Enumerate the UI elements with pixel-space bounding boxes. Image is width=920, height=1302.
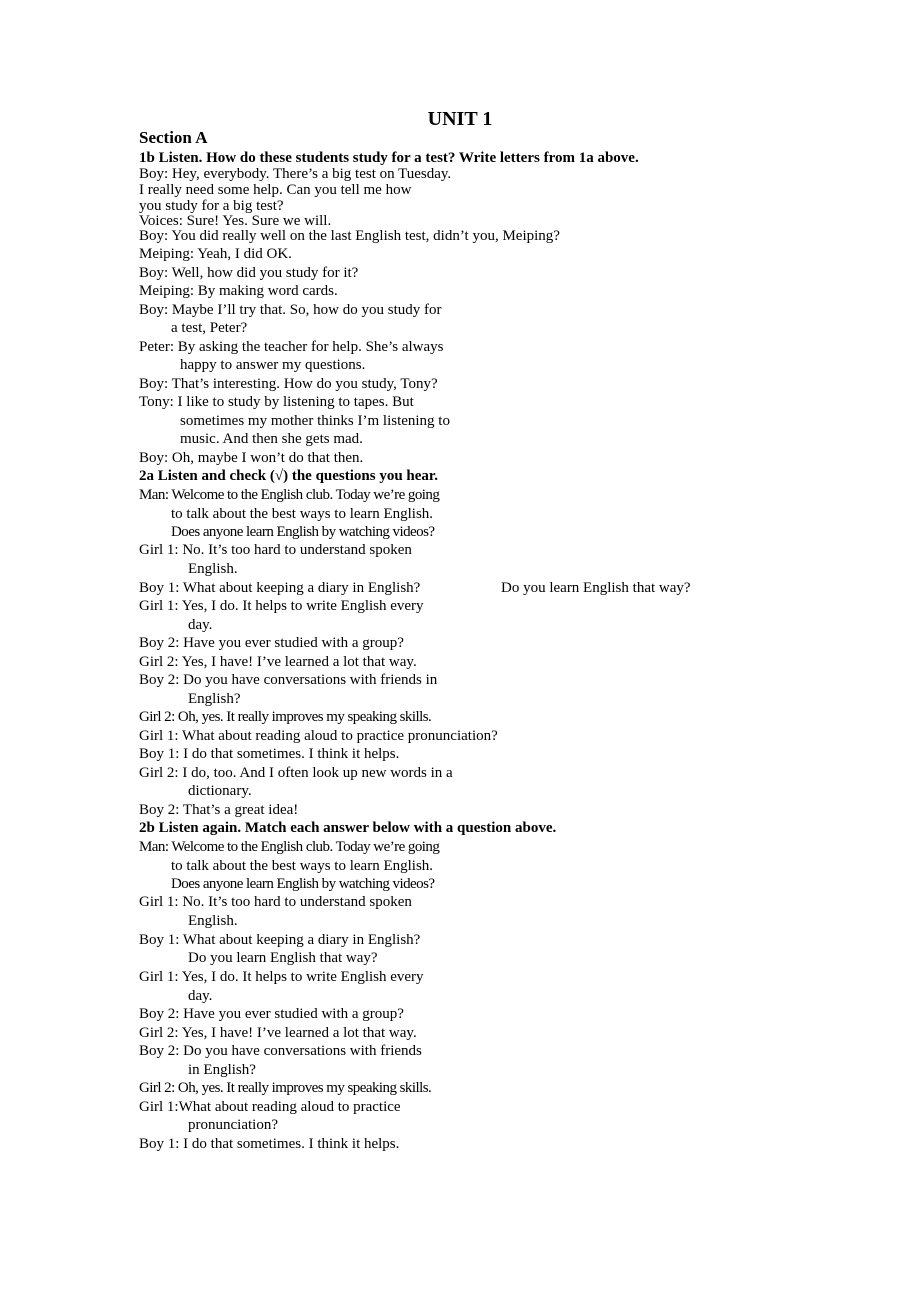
dialogue-line: Man: Welcome to the English club. Today we’re going (139, 487, 440, 503)
dialogue-line: Boy 2: Do you have conversations with friends (139, 1043, 422, 1059)
dialogue-line: Boy 1: What about keeping a diary in English? (139, 580, 421, 596)
dialogue-line: Meiping: By making word cards. (139, 283, 338, 299)
dialogue-line: Do you learn English that way? (188, 950, 378, 966)
dialogue-line: English. (188, 561, 238, 577)
dialogue-line: dictionary. (188, 783, 252, 799)
dialogue-line: English. (188, 913, 238, 929)
dialogue-line: Girl 1: Yes, I do. It helps to write English every (139, 969, 424, 985)
dialogue-line: I really need some help. Can you tell me how (139, 182, 412, 198)
dialogue-line: in English? (188, 1062, 256, 1078)
dialogue-line: Boy 2: That’s a great idea! (139, 802, 299, 818)
dialogue-line: Girl 2: Yes, I have! I’ve learned a lot that way. (139, 1025, 417, 1041)
dialogue-line: Boy: Oh, maybe I won’t do that then. (139, 450, 364, 466)
section-title: Section A (139, 128, 208, 147)
dialogue-line: Boy 1: I do that sometimes. I think it helps. (139, 1136, 400, 1152)
dialogue-line: a test, Peter? (171, 320, 248, 336)
dialogue-line: Boy 1: What about keeping a diary in English? (139, 932, 421, 948)
dialogue-line: Boy 1: I do that sometimes. I think it helps. (139, 746, 400, 762)
dialogue-line: Boy: Maybe I’ll try that. So, how do you study for (139, 302, 442, 318)
dialogue-line: Does anyone learn English by watching videos? (171, 524, 435, 540)
dialogue-line: to talk about the best ways to learn English. (171, 506, 434, 522)
dialogue-line: day. (188, 988, 213, 1004)
dialogue-line: Girl 1: Yes, I do. It helps to write English every (139, 598, 424, 614)
dialogue-line: Girl 2: Oh, yes. It really improves my speaking skills. (139, 1080, 432, 1096)
heading-2b: 2b Listen again. Match each answer below with a question above. (139, 820, 557, 836)
dialogue-line: day. (188, 617, 213, 633)
dialogue-line: Boy: Well, how did you study for it? (139, 265, 359, 281)
dialogue-line: Girl 1: No. It’s too hard to understand spoken (139, 894, 412, 910)
dialogue-line: Girl 1: What about reading aloud to practice pronunciation? (139, 728, 498, 744)
dialogue-line: you study for a big test? (139, 198, 284, 214)
heading-1b: 1b Listen. How do these students study for a test? Write letters from 1a above. (139, 150, 639, 166)
dialogue-line: Girl 2: Oh, yes. It really improves my speaking skills. (139, 709, 432, 725)
dialogue-line: Girl 1: No. It’s too hard to understand spoken (139, 542, 412, 558)
dialogue-line: Boy: That’s interesting. How do you study, Tony? (139, 376, 438, 392)
dialogue-line: English? (188, 691, 241, 707)
dialogue-line: Voices: Sure! Yes. Sure we will. (139, 213, 332, 229)
dialogue-line: pronunciation? (188, 1117, 278, 1133)
dialogue-line: Tony: I like to study by listening to tapes. But (139, 394, 414, 410)
dialogue-line: music. And then she gets mad. (180, 431, 363, 447)
dialogue-line: Do you learn English that way? (501, 580, 691, 596)
dialogue-line: sometimes my mother thinks I’m listening to (180, 413, 450, 429)
dialogue-line: Man: Welcome to the English club. Today we’re going (139, 839, 440, 855)
dialogue-line: Boy 2: Have you ever studied with a group? (139, 1006, 404, 1022)
dialogue-line: to talk about the best ways to learn English. (171, 858, 434, 874)
dialogue-line: Peter: By asking the teacher for help. She’s always (139, 339, 444, 355)
dialogue-line: Boy: Hey, everybody. There’s a big test on Tuesday. (139, 166, 452, 182)
dialogue-line: Girl 2: Yes, I have! I’ve learned a lot that way. (139, 654, 417, 670)
dialogue-line: Boy: You did really well on the last English test, didn’t you, Meiping? (139, 228, 560, 244)
heading-2a: 2a Listen and check (√) the questions you hear. (139, 468, 438, 484)
unit-title: UNIT 1 (427, 108, 493, 130)
dialogue-line: Does anyone learn English by watching videos? (171, 876, 435, 892)
dialogue-line: Boy 2: Have you ever studied with a group? (139, 635, 404, 651)
dialogue-line: happy to answer my questions. (180, 357, 366, 373)
dialogue-line: Girl 1:What about reading aloud to practice (139, 1099, 401, 1115)
dialogue-line: Meiping: Yeah, I did OK. (139, 246, 292, 262)
dialogue-line: Boy 2: Do you have conversations with friends in (139, 672, 438, 688)
dialogue-line: Girl 2: I do, too. And I often look up new words in a (139, 765, 453, 781)
